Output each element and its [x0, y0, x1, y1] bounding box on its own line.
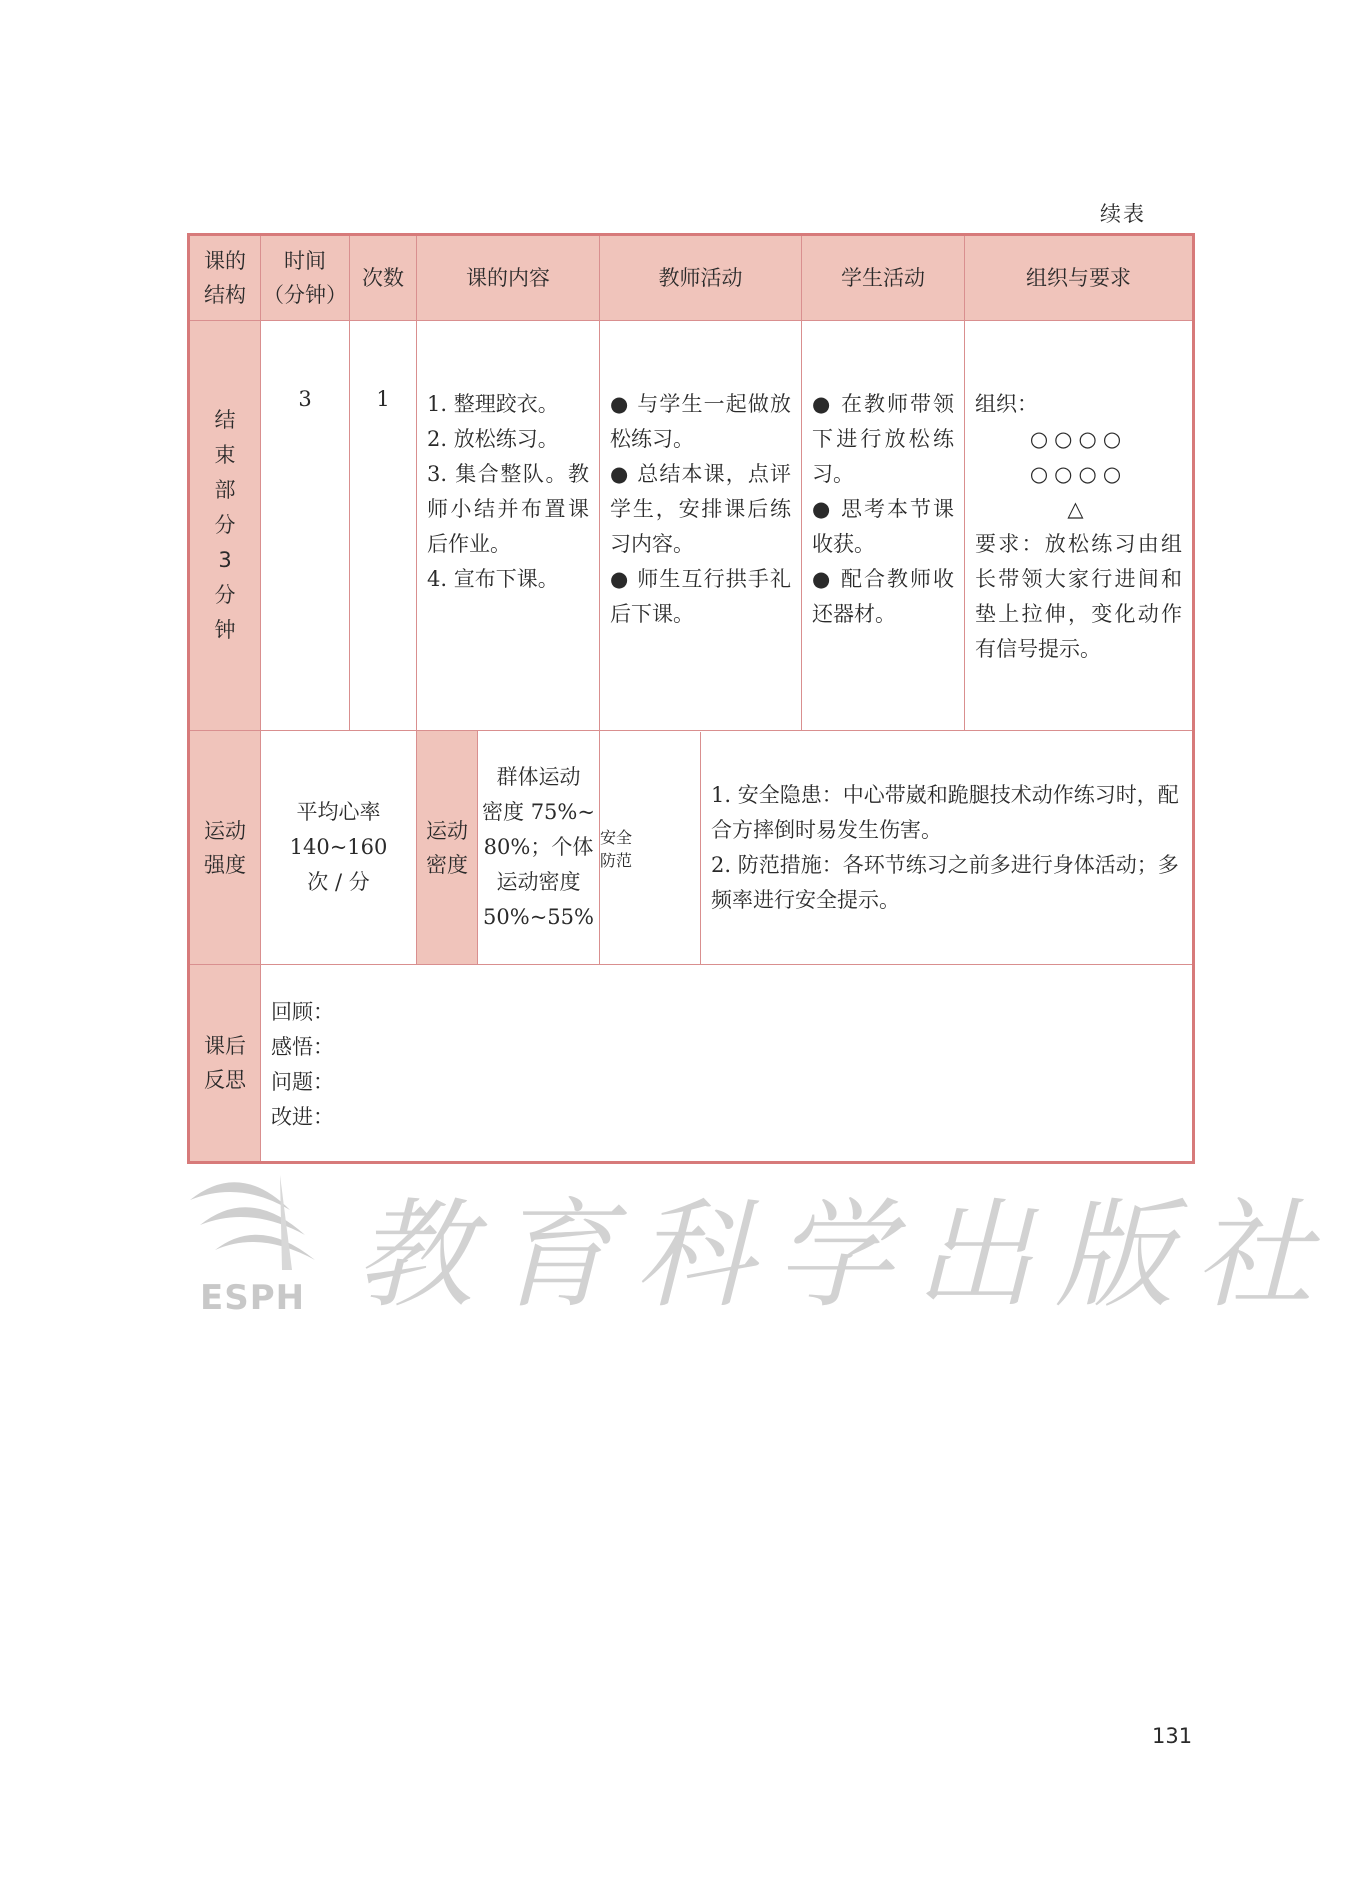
reflection-item: 感悟：: [271, 1035, 334, 1059]
intensity-value: 平均心率 140~160 次 / 分: [261, 731, 417, 965]
ending-time: 3: [261, 321, 350, 731]
intensity-label: 运动 强度: [189, 731, 261, 965]
safety-label: 安全 防范: [600, 732, 701, 964]
density-value: 群体运动 密度 75%~ 80%；个体 运动密度 50%~55%: [478, 731, 600, 965]
header-time: 时间 （分钟）: [261, 235, 350, 321]
header-organization: 组织与要求: [965, 235, 1194, 321]
teacher-marker-icon: △: [1067, 497, 1090, 521]
ending-teacher-activity: [600, 321, 802, 731]
content-item: 1. 整理跤衣。: [427, 392, 559, 416]
reflection-row: [189, 965, 1194, 1163]
header-content: 课的内容: [417, 235, 600, 321]
reflection-item: 改进：: [271, 1105, 334, 1129]
reflection-label: 课后 反思: [189, 965, 261, 1163]
density-label: 运动 密度: [417, 731, 478, 965]
continued-label: 续表: [1100, 202, 1146, 226]
reflection-item: 回顾：: [271, 1000, 334, 1024]
bullet-icon: ●: [610, 462, 630, 486]
formation-row-2: ○○○○: [1029, 462, 1128, 486]
ending-section-label: 结 束 部 分 3 分 钟: [189, 321, 261, 731]
student-item: ● 在教师带领下进行放松练习。: [812, 392, 955, 486]
page-number: 131: [1152, 1724, 1193, 1748]
content-item: 3. 集合整队。教师小结并布置课后作业。: [427, 462, 589, 556]
ending-section-row: [189, 321, 1194, 731]
header-count: 次数: [350, 235, 417, 321]
teacher-item: ● 师生互行拱手礼后下课。: [610, 567, 792, 626]
content-item: 4. 宣布下课。: [427, 567, 559, 591]
intensity-row: [189, 731, 1194, 965]
teacher-item: ● 总结本课，点评学生，安排课后练习内容。: [610, 462, 792, 556]
ending-content: [417, 321, 600, 731]
student-item: ● 思考本节课收获。: [812, 497, 955, 556]
ending-count: 1: [350, 321, 417, 731]
safety-value: 1. 安全隐患：中心带崴和跪腿技术动作练习时，配合方摔倒时易发生伤害。 2. 防范措施：各环节练习之前多进行身体活动；多频率进行安全提示。: [711, 782, 1179, 912]
bullet-icon: ●: [812, 392, 833, 416]
bullet-icon: ●: [812, 567, 833, 591]
esph-logo-text: ESPH: [200, 1278, 306, 1318]
publisher-watermark: [180, 1160, 1336, 1330]
header-student: 学生活动: [802, 235, 965, 321]
bullet-icon: ●: [610, 392, 630, 416]
lesson-plan-table: [187, 233, 1195, 1164]
ending-student-activity: [802, 321, 965, 731]
organization-requirement: 要求：放松练习由组长带领大家行进间和垫上拉伸，变化动作有信号提示。: [975, 532, 1182, 661]
teacher-item: ● 与学生一起做放松练习。: [610, 392, 792, 451]
content-item: 2. 放松练习。: [427, 427, 559, 451]
student-item: ● 配合教师收还器材。: [812, 567, 955, 626]
watermark-text: 教育科学出版社: [355, 1186, 1336, 1324]
header-teacher: 教师活动: [600, 235, 802, 321]
reflection-item: 问题：: [271, 1070, 334, 1094]
header-row: [189, 235, 1194, 321]
safety-cell: [600, 731, 1194, 965]
bullet-icon: ●: [812, 497, 833, 521]
formation-row-1: ○○○○: [1029, 427, 1128, 451]
reflection-content: [261, 965, 1194, 1163]
header-structure: 课的 结构: [189, 235, 261, 321]
ending-organization: 组织： ○○○○ ○○○○ △ 要求：放松练习由组长带领大家行进间和垫上拉伸，变化动作有信号提示。: [965, 321, 1194, 731]
bullet-icon: ●: [610, 567, 630, 591]
